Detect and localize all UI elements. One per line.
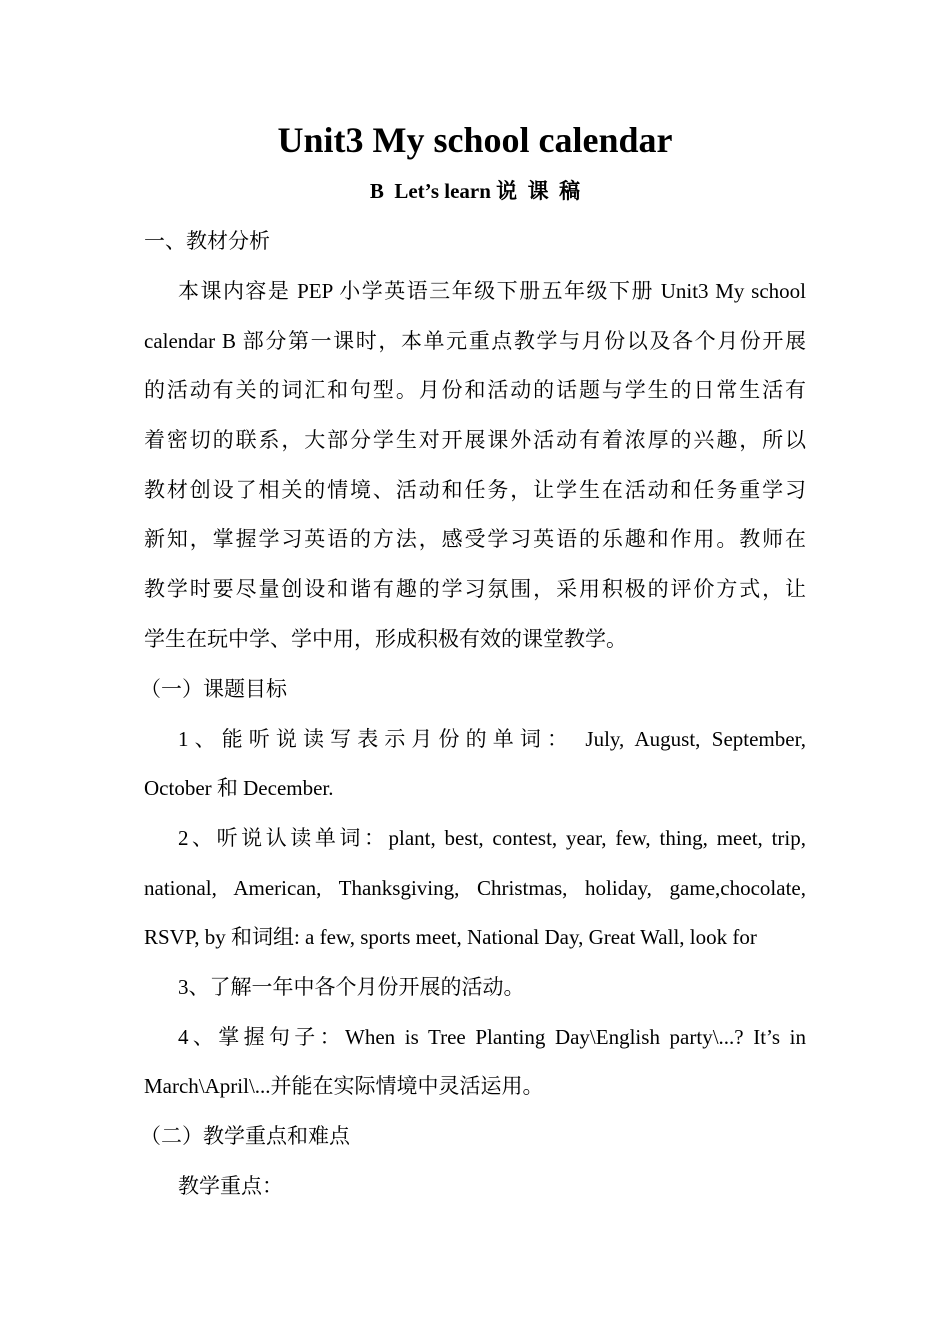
paragraph-line: 新知，掌握学习英语的方法，感受学习英语的乐趣和作用。教师在	[144, 527, 806, 551]
paragraph-line: calendar B 部分第一课时，本单元重点教学与月份以及各个月份开展	[144, 329, 806, 353]
goal-4-line-2: March\April\...并能在实际情境中灵活运用。	[144, 1074, 544, 1098]
goal-4-line-1: 4、掌握句子：When is Tree Planting Day\English party\...? It’s in	[178, 1025, 806, 1049]
goal-2-line-3: RSVP, by 和词组: a few, sports meet, National Day, Great Wall, look for	[144, 925, 757, 949]
subsection-heading-goals: （一）课题目标	[140, 677, 287, 701]
paragraph-line: 教材创设了相关的情境、活动和任务，让学生在活动和任务重学习	[144, 478, 806, 502]
goal-2-line-2: national, American, Thanksgiving, Christmas, holiday, game,chocolate,	[144, 876, 806, 900]
paragraph-line: 学生在玩中学、学中用，形成积极有效的课堂教学。	[144, 627, 627, 651]
document-title: Unit3 My school calendar	[277, 120, 673, 160]
paragraph-line: 本课内容是 PEP 小学英语三年级下册五年级下册 Unit3 My school	[178, 279, 806, 303]
goal-1-line-1: 1、能听说读写表示月份的单词： July, August, September,	[178, 727, 806, 751]
paragraph-line: 的活动有关的词汇和句型。月份和活动的话题与学生的日常生活有	[144, 378, 806, 402]
goal-3: 3、了解一年中各个月份开展的活动。	[178, 975, 525, 999]
goal-1-line-2: October 和 December.	[144, 776, 334, 800]
section-heading-textbook-analysis: 一、教材分析	[144, 229, 270, 253]
subsection-heading-key-points: （二）教学重点和难点	[140, 1124, 350, 1148]
paragraph-line: 教学时要尽量创设和谐有趣的学习氛围，采用积极的评价方式，让	[144, 577, 806, 601]
key-points-label: 教学重点：	[178, 1174, 283, 1198]
document-subtitle: B Let’s learn 说 课 稿	[369, 179, 581, 203]
paragraph-line: 着密切的联系，大部分学生对开展课外活动有着浓厚的兴趣，所以	[144, 428, 806, 452]
goal-2-line-1: 2、听说认读单词：plant, best, contest, year, few, thing, meet, trip,	[178, 826, 806, 850]
